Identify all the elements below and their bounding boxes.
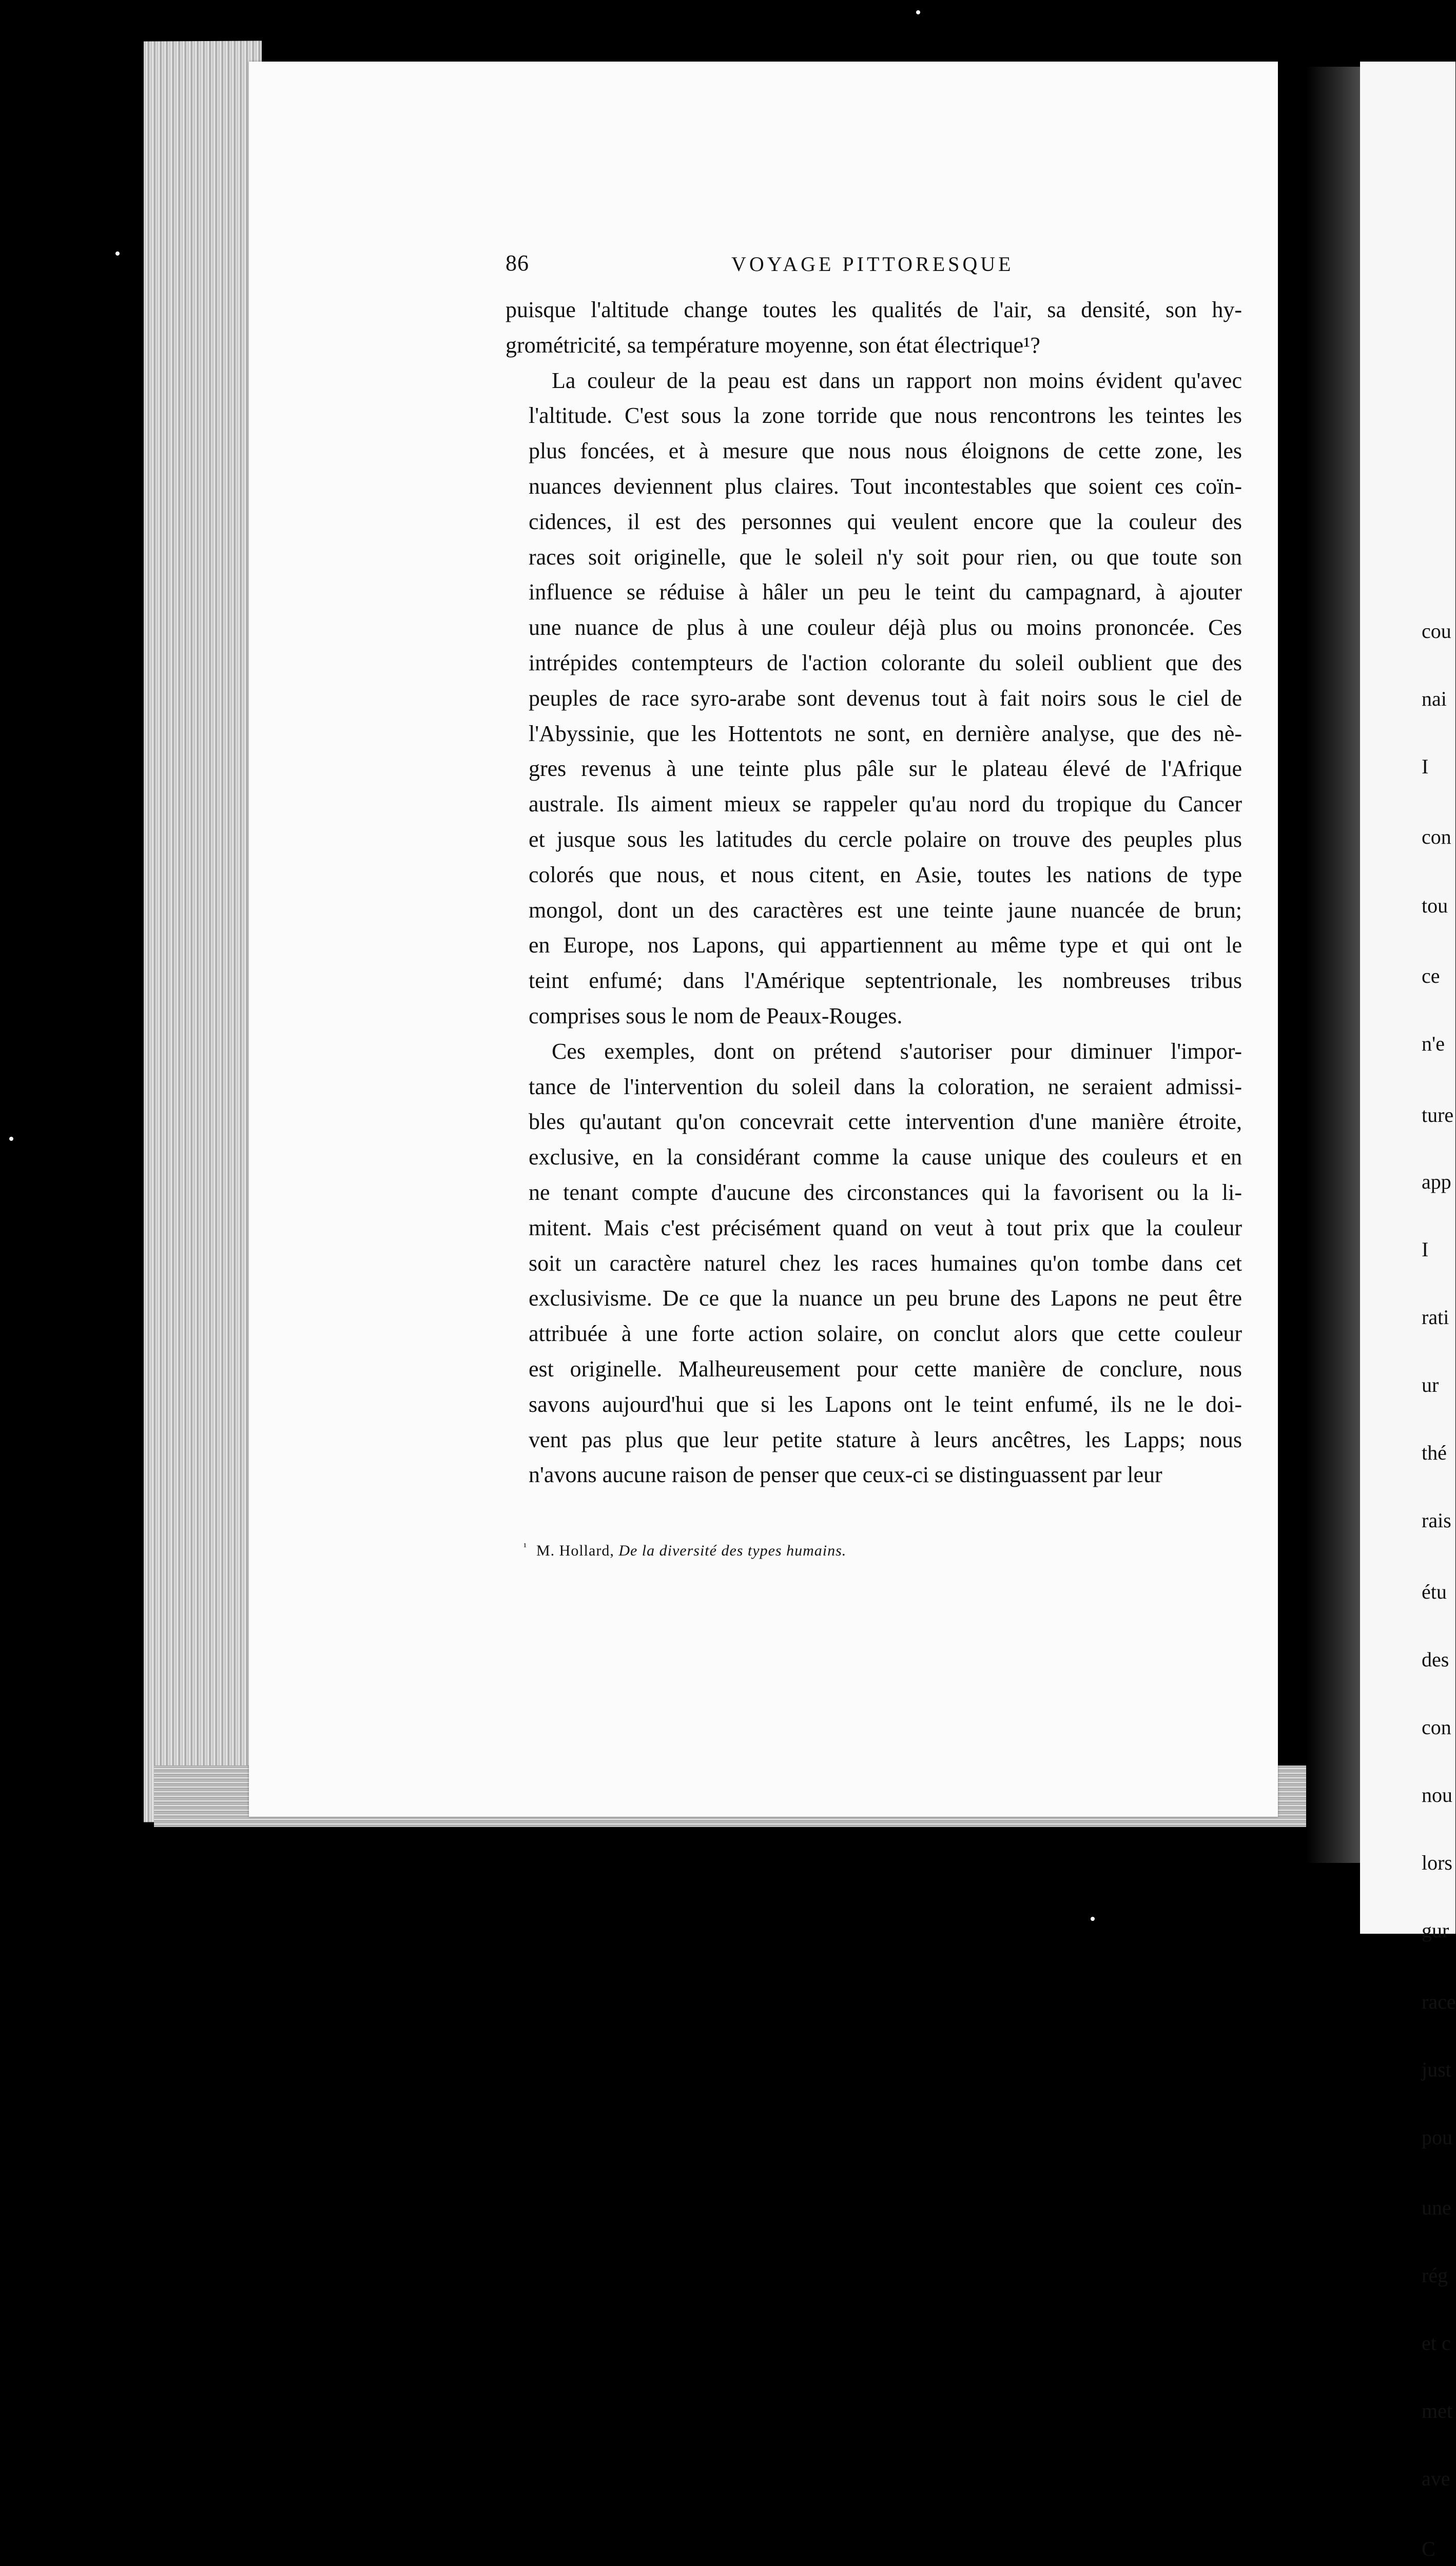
text-line: exclusive, en la considérant comme la cause unique des couleurs et en — [529, 1144, 1242, 1170]
text-line: bles qu'autant qu'on concevrait cette intervention d'une manière étroite, — [529, 1109, 1242, 1135]
text-line: et jusque sous les latitudes du cercle polaire on trouve des peuples plus — [529, 826, 1242, 852]
text-line: australe. Ils aiment mieux se rappeler qu'au nord du tropique du Cancer — [529, 791, 1242, 817]
facing-page-fragment: des — [1422, 1648, 1449, 1671]
text-line: l'altitude. C'est sous la zone torride que nous rencontrons les teintes les — [529, 403, 1242, 429]
paragraph — [506, 293, 1242, 363]
facing-page-fragment: pou — [1422, 2126, 1452, 2149]
text-line: colorés que nous, et nous citent, en Asie, toutes les nations de type — [529, 862, 1242, 887]
text-line: en Europe, nos Lapons, qui appartiennent au même type et qui ont le — [529, 932, 1242, 958]
text-line: Ces exemples, dont on prétend s'autoriser pour diminuer l'impor- — [552, 1038, 1242, 1064]
text-line: une nuance de plus à une couleur déjà plus ou moins prononcée. Ces — [529, 615, 1242, 640]
text-line: vent pas plus que leur petite stature à leurs ancêtres, les Lapps; nous — [529, 1427, 1242, 1452]
text-line: tance de l'intervention du soleil dans la coloration, ne seraient admissi- — [529, 1074, 1242, 1099]
text-line: cidences, il est des personnes qui veulent encore que la couleur des — [529, 509, 1242, 534]
facing-page-fragment: I — [1422, 1237, 1429, 1261]
dust-speck — [916, 10, 920, 14]
text-line: nuances deviennent plus claires. Tout incontestables que soient ces coïn- — [529, 473, 1242, 499]
text-line: attribuée à une forte action solaire, on conclut alors que cette couleur — [529, 1321, 1242, 1347]
facing-page-fragment: gur — [1422, 1919, 1449, 1942]
text-line: mitent. Mais c'est précisément quand on veut à tout prix que la couleur — [529, 1215, 1242, 1240]
text-line: races soit originelle, que le soleil n'y soit pour rien, ou que toute son — [529, 544, 1242, 570]
page-title: VOYAGE PITTORESQUE — [731, 252, 1014, 276]
facing-page-fragment: con — [1422, 825, 1451, 848]
body-text — [506, 293, 1242, 1493]
facing-page-fragment: tou — [1422, 894, 1448, 918]
text-line: soit un caractère naturel chez les races humaines qu'on tombe dans cet — [529, 1250, 1242, 1276]
text-line: savons aujourd'hui que si les Lapons ont le teint enfumé, ils ne le doi- — [529, 1391, 1242, 1417]
footnote-author: M. Hollard, — [536, 1542, 614, 1559]
facing-page-fragment: I — [1422, 755, 1429, 778]
facing-page-fragment: C — [1422, 2537, 1435, 2560]
text-line: peuples de race syro-arabe sont devenus tout à fait noirs sous le ciel de — [529, 685, 1242, 711]
facing-page-fragment: étu — [1422, 1580, 1447, 1603]
text-line: mongol, dont un des caractères est une teinte jaune nuancée de brun; — [529, 897, 1242, 923]
text-line: n'avons aucune raison de penser que ceux-ci se distinguassent par leur — [529, 1462, 1162, 1488]
facing-page-fragment: met — [1422, 2399, 1452, 2422]
paragraph — [506, 1034, 1242, 1493]
facing-page-fragment: con — [1422, 1716, 1451, 1739]
text-line: est originelle. Malheureusement pour cette manière de conclure, nous — [529, 1356, 1242, 1382]
dust-speck — [1091, 1917, 1095, 1921]
text-line: ne tenant compte d'aucune des circonstances qui la favorisent ou la li- — [529, 1179, 1242, 1205]
facing-page-fragment: nai — [1422, 687, 1447, 710]
footnote-marker: ¹ — [523, 1541, 527, 1552]
facing-page-fragment: une — [1422, 2196, 1451, 2219]
facing-page-fragment: ave — [1422, 2467, 1450, 2490]
text-line: teint enfumé; dans l'Amérique septentrionale, les nombreuses tribus — [529, 968, 1242, 994]
facing-page-fragment: rég — [1422, 2264, 1448, 2287]
facing-page-fragment: thé — [1422, 1441, 1447, 1464]
facing-page-fragment: cou — [1422, 619, 1451, 643]
text-line: intrépides contempteurs de l'action colorante du soleil oublient que des — [529, 650, 1242, 675]
facing-page-fragment: et c — [1422, 2331, 1451, 2355]
text-line: influence se réduise à hâler un peu le teint du campagnard, à ajouter — [529, 579, 1242, 605]
facing-page-fragment: n'e — [1422, 1032, 1445, 1055]
text-line: grométricité, sa température moyenne, son état électrique¹? — [506, 332, 1040, 358]
text-line: puisque l'altitude change toutes les qualités de l'air, sa densité, son hy- — [506, 297, 1242, 322]
page-edge-stack — [144, 41, 262, 1822]
text-line: plus foncées, et à mesure que nous nous éloignons de cette zone, les — [529, 438, 1242, 464]
text-line: gres revenus à une teinte plus pâle sur le plateau élevé de l'Afrique — [529, 756, 1242, 782]
text-line: l'Abyssinie, que les Hottentots ne sont, en dernière analyse, que des nè- — [529, 721, 1242, 746]
facing-page-fragment: rati — [1422, 1305, 1449, 1329]
facing-page-fragment: ture — [1422, 1103, 1454, 1127]
facing-page-fragment: race — [1422, 1990, 1456, 2014]
text-line: La couleur de la peau est dans un rapport non moins évident qu'avec — [552, 367, 1242, 393]
facing-page-fragment: app — [1422, 1170, 1451, 1193]
paragraph — [506, 363, 1242, 1034]
facing-page — [1360, 62, 1456, 2560]
dust-speck — [9, 1137, 13, 1141]
footnote-title: De la diversité des types humains. — [618, 1542, 847, 1559]
facing-page-fragment: ce — [1422, 964, 1440, 987]
page-number: 86 — [506, 250, 529, 276]
dust-speck — [115, 251, 120, 256]
facing-page-fragment: nou — [1422, 1783, 1452, 1806]
text-line: comprises sous le nom de Peaux-Rouges. — [529, 1003, 903, 1028]
footnote — [523, 1541, 846, 1560]
running-head — [506, 250, 1250, 281]
facing-page-fragment: just — [1422, 2058, 1451, 2082]
facing-page-fragment: rais — [1422, 1508, 1451, 1532]
text-line: exclusivisme. De ce que la nuance un peu brune des Lapons ne peut être — [529, 1286, 1242, 1311]
facing-page-fragment: ur — [1422, 1373, 1439, 1396]
facing-page-fragment: lors — [1422, 1851, 1452, 1874]
